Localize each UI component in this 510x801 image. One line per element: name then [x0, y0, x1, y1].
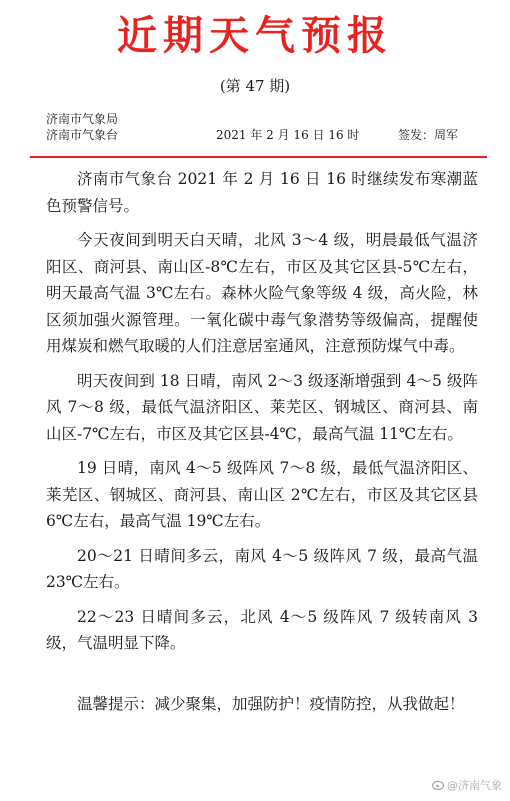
page-title: 近期天气预报: [117, 13, 393, 59]
paragraph-18th: 明天夜间到 18 日晴，南风 2～3 级逐渐增强到 4～5 级阵风 7～8 级，最低气温济阳区、莱芜区、钢城区、商河县、南山区-7℃左右，市区及其它区县-4℃，最高气温 11℃左右。: [46, 371, 478, 443]
signer: 签发：周军: [398, 128, 459, 142]
issue-number: (第 47 期): [219, 77, 291, 95]
header-divider: [30, 156, 487, 158]
paragraph-warning: 济南市气象台 2021 年 2 月 16 日 16 时继续发布寒潮蓝色预警信号。: [46, 170, 478, 215]
watermark-text: @济南气象: [447, 779, 502, 792]
issuing-station: 济南市气象台: [46, 128, 119, 142]
paragraph-20-21: 20～21 日晴间多云，南风 4～5 级阵风 7 级，最高气温 23℃左右。: [46, 546, 478, 591]
forecast-body: [46, 166, 478, 725]
weibo-icon: [432, 779, 445, 790]
watermark: [432, 777, 502, 793]
reminder-tip: 温馨提示：减少聚集，加强防护！疫情防控，从我做起！: [77, 694, 465, 713]
issue-datetime: 2021 年 2 月 16 日 16 时: [216, 128, 360, 142]
paragraph-19th: 19 日晴，南风 4～5 级阵风 7～8 级，最低气温济阳区、莱芜区、钢城区、商河县、南山区 2℃左右，市区及其它区县 6℃左右，最高气温 19℃左右。: [46, 459, 478, 530]
issuing-bureau: 济南市气象局: [46, 112, 119, 126]
paragraph-22-23: 22～23 日晴间多云，北风 4～5 级阵风 7 级转南风 3 级，气温明显下降。: [46, 607, 478, 652]
paragraph-today-tomorrow: 今天夜间到明天白天晴，北风 3～4 级，明晨最低气温济阳区、商河县、南山区-8℃左右，市区及其它区县-5℃左右，明天最高气温 3℃左右。森林火险气象等级 4 级，高火险，林区须加强火源管理。一氧化碳中毒气象潜势等级偏高，提醒使用煤炭和燃气取暖的人们注意居室通风，注意预防煤气中毒。: [46, 231, 478, 355]
